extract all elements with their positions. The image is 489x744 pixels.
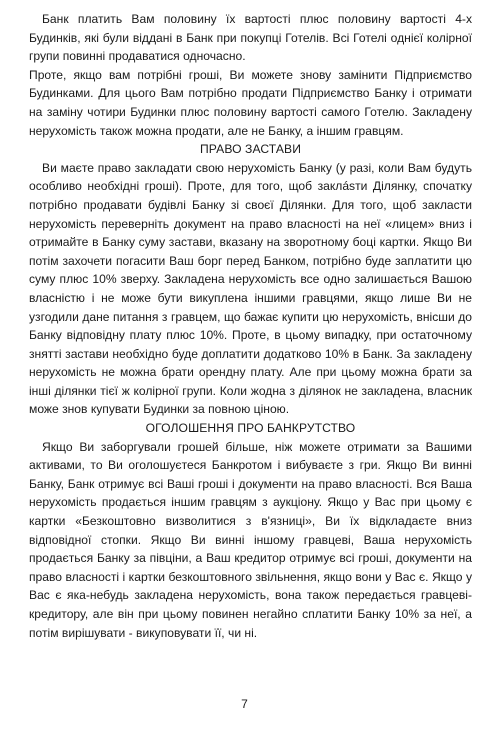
document-page (29, 10, 472, 642)
page-number: 7 (241, 697, 248, 711)
paragraph-hotel-sale: Банк платить Вам половину їх вартості плюс половину вартості 4-х Будинків, які були віддані в Банк при покупці Готелів. Всі Готелі однієї колірної групи повинні продаватися одночасно. (29, 12, 472, 64)
paragraph-bankruptcy: Якщо Ви заборгували грошей більше, ніж можете отримати за Вашими активами, то Ви оголошуєтеся Банкротом і вибуваєте з гри. Якщо Ви винні Банку, Банк отримує всі Ваші гроші і документи на право власності. Вся Ваша нерухомість продається іншим гравцям з аукціону. Якщо у Вас при цьому є картки «Безкоштовно визволитися з в'язниці», Ви їх відкладаєте вниз відповідної стопки. Якщо Ви винні іншому гравцеві, Ваша нерухомість продається Банку за півціни, а Ваш кредитор отримує всі гроші, документи на право власності і картки безкоштовного звільнення, якщо вони у Вас є. Якщо у Вас є яка-небудь закладена нерухомість, вона також передається гравцеві-кредитору, але він при цьому повинен негайно сплатити Банку 10% за неї, а потім вирішувати - викуповувати її, чи ні. (29, 439, 472, 640)
section-title-pledge: ПРАВО ЗАСТАВИ (200, 142, 301, 157)
paragraph-exchange-hotel: Проте, якщо вам потрібні гроші, Ви можете знову замінити Підприємство Будинками. Для цього Вам потрібно продати Підприємство Банку і отримати на заміну чотири Будинки плюс половину вартості самого Готелю. Закладену нерухомість також можна продати, але не Банку, а іншим гравцям. (29, 67, 472, 138)
section-title-bankruptcy: ОГОЛОШЕННЯ ПРО БАНКРУТСТВО (145, 421, 356, 436)
paragraph-pledge: Ви маєте право закладати свою нерухомість Банку (у разі, коли Вам будуть особливо необхідні гроші). Проте, для того, щоб заклásти Ділянку, спочатку потрібно продавати будівлі Банку зі своєї Ділянки. Для того, щоб закласти нерухомість переверніть документ на право власності на неї «лицем» вниз і отримайте в Банку суму застави, вказану на зворотному боці картки. Якщо Ви потім захочети погасити Ваш борг перед Банком, потрібно буде заплатити цю суму плюс 10% зверху. Закладена нерухомість все одно залишається Вашою власністю і не може бути викуплена іншими гравцями, якщо лише Ви не узгодили дане питання з гравцем, що бажає купити цю нерухомість, внісши до Банку відповідну плату плюс 10%. Проте, в цьому випадку, при остаточному знятті застави необхідно буде доплатити додатково 10% в Банк. За закладену нерухомість не можна брати орендну плату. Але при цьому можна брати за інші ділянки тієї ж колірної групи. Коли жодна з ділянок не закладена, власник може знов купувати Будинки за повною ціною. (29, 160, 472, 417)
